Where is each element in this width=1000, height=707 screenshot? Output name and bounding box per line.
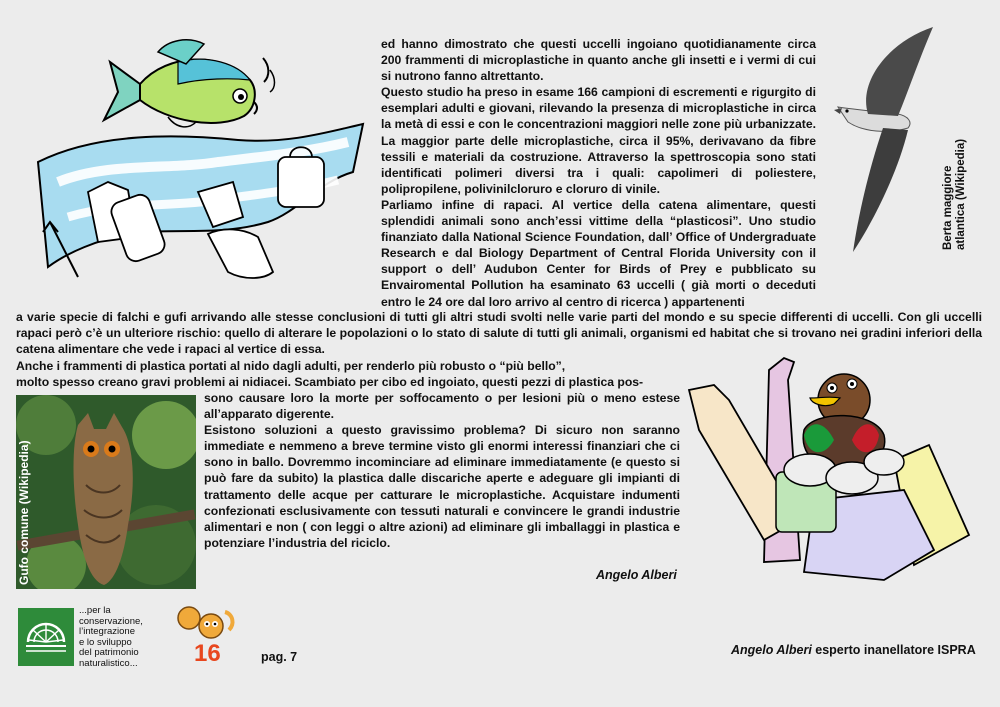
author-signature: Angelo Alberi [596, 568, 677, 582]
organization-slogan: ...per la conservazione, l’integrazione e lo sviluppo del patrimonio naturalistico... [79, 605, 143, 669]
shearwater-photo [828, 22, 940, 257]
page-number: pag. 7 [261, 650, 298, 664]
article-column-top [381, 36, 816, 310]
paragraph: ed hanno dimostrato che questi uccelli ingoiano quotidianamente circa 200 frammenti di microplastiche in quanto anche gli insetti e i vermi di cui si nutrono fanno altrettanto. [381, 37, 816, 84]
plastic-jug-icon [278, 157, 324, 207]
footer-author-name: Angelo Alberi [731, 643, 812, 657]
bird-nest-plastic-illustration [684, 350, 984, 585]
owl-photo [16, 395, 196, 589]
organization-logo [18, 608, 74, 666]
footer-credit [731, 643, 976, 657]
article-line: molto spesso creano gravi problemi ai nidiacei. Scambiato per cibo ed ingoiato, questi pezzi di plastica pos- [16, 375, 644, 389]
article-line: Anche i frammenti di plastica portati al nido dagli adulti, per renderlo più robusto o “più bello”, [16, 359, 566, 373]
paragraph: Esistono soluzioni a questo gravissimo problema? Di sicuro non saranno immediate e nemmeno a breve termine visto gli enormi interessi finanziari che ci sono in ballo. Dovremmo incominciare ad eliminare immediatamente (e questo si può fare da subito) la plastica dalle discariche aperte e adeguare gli impianti di trattamento delle acque per catturare le microplastiche. Acquistare indumenti confezionati esclusivamente con tessuti naturali e convincere le grandi industrie alimentari e non ( con leggi o altre azioni) ad eliminare gli imballaggi in plastica e potenziare l’industria del riciclo. [204, 423, 680, 550]
paragraph: Parliamo infine di rapaci. Al vertice della catena alimentare, questi splendidi animali sono anch’essi vittime della “plasticosi”. Uno studio finanziato dalla National Science Foundation, dall’ Office of Undergraduate Research e dal Biology Department of Central Florida University con il support o dell’ Audubon Center for Birds of Prey e pubblicato su Envairomental Pollution ha esaminato 63 uccelli ( già morti o deceduti entro le 24 ore dal loro arrivo al centro di ricerca ) appartenenti [381, 197, 816, 309]
footer-author-role: esperto inanellatore ISPRA [811, 643, 976, 657]
article-wide-text: a varie specie di falchi e gufi arrivando alle stesse conclusioni di tutti gli altri studi svolti nelle varie parti del mondo e su specie differenti di uccelli. Con gli uccelli rapaci però c’è un ulteriore rischio: quello di alterare le popolazioni o lo stato di salute di tutti gli animali, organismi ed habitat che si trovano nei gradini inferiori della catena alimentare che vede i rapaci al vertice di essa. [16, 310, 982, 357]
owl-caption: Gufo comune (Wikipedia) [17, 440, 31, 585]
fish-plastic-illustration [18, 22, 373, 292]
paragraph: sono causare loro la morte per soffocamento o per lesioni più o meno estese all’apparato digerente. [204, 391, 680, 422]
egg-icon [864, 449, 904, 475]
article-column-bottom [204, 390, 680, 551]
issue-number: 16 [194, 640, 221, 667]
fish-icon [104, 40, 275, 127]
shearwater-caption: Berta maggiore atlantica (Wikipedia) [942, 138, 967, 250]
paragraph: Questo studio ha preso in esame 166 campioni di escrementi e rigurgito di esemplari adulti e giovani, rilevando la presenza di microplastiche in circa la metà di essi e con le concentrazioni maggiori nelle zone più urbanizzate. La maggior parte delle microplastiche, circa il 95%, derivavano da fibre tessili e materiali da costruzione. Attraverso la spettroscopia sono stati identificati polimeri diversi tra i quali: capolimeri di poliestere, polipropilene, polivinilcloruro e cloruro di vinile. [381, 85, 816, 196]
plastic-glove-icon [208, 229, 273, 278]
